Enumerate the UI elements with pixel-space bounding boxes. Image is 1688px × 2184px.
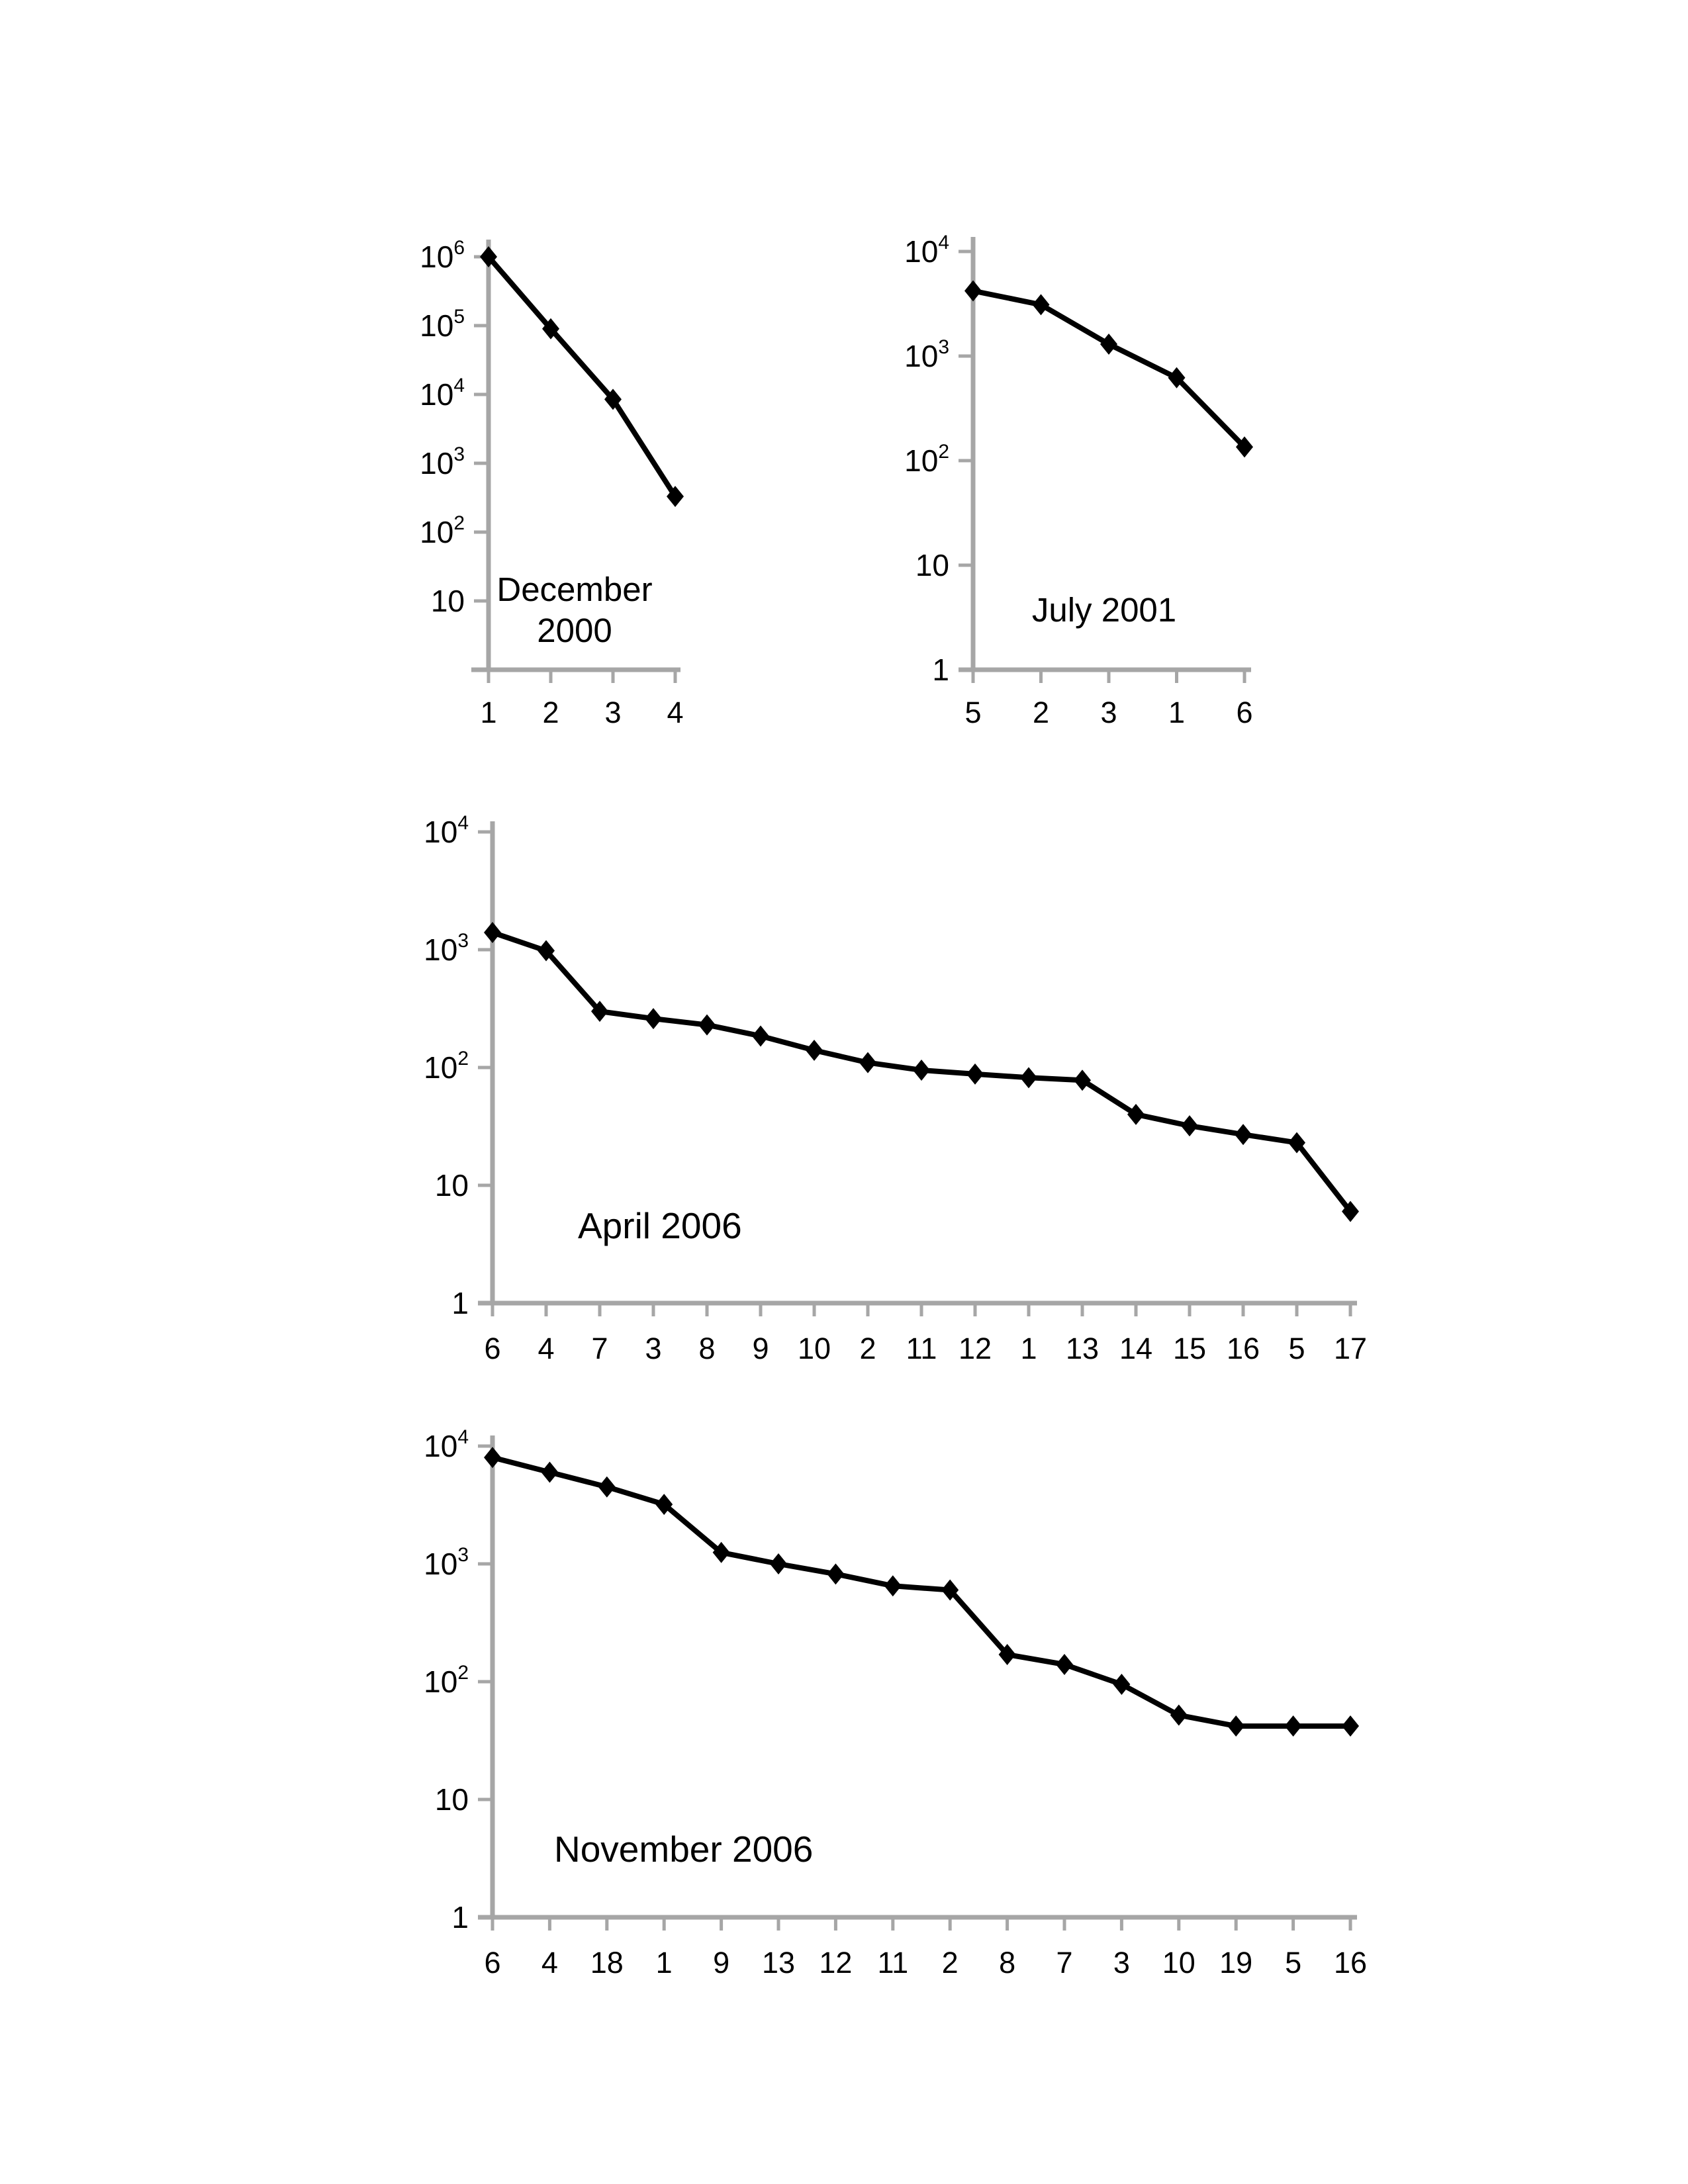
chart-title-april-2006: April 2006	[578, 1205, 742, 1246]
y-tick-label: $10^2$	[424, 1048, 469, 1085]
x-tick-label: 1	[480, 696, 497, 729]
x-tick-label: 1	[655, 1946, 673, 1979]
data-point	[1056, 1654, 1073, 1675]
data-point	[1181, 1115, 1198, 1136]
data-point	[966, 1064, 984, 1085]
chart-november-2006	[424, 1426, 1367, 1979]
y-tick-label: $10^2$	[904, 441, 949, 478]
data-point	[1227, 1715, 1244, 1737]
data-point	[541, 1461, 558, 1482]
chart-july-2001	[904, 232, 1253, 729]
chart-title-november-2006: November 2006	[554, 1829, 814, 1870]
data-point	[1100, 334, 1117, 355]
x-tick-label: 14	[1119, 1332, 1153, 1365]
y-tick-label: 1	[451, 1900, 469, 1934]
x-tick-label: 3	[645, 1332, 662, 1365]
x-tick-label: 2	[941, 1946, 959, 1979]
x-tick-label: 7	[591, 1332, 608, 1365]
x-tick-label: 16	[1333, 1946, 1368, 1979]
x-tick-label: 12	[819, 1946, 853, 1979]
y-tick-label: $10^4$	[904, 232, 949, 269]
x-tick-label: 6	[484, 1946, 501, 1979]
data-point	[1033, 294, 1050, 315]
y-tick-label: $10^2$	[420, 512, 465, 549]
y-tick-label: $10^4$	[420, 375, 465, 412]
data-point	[1074, 1069, 1091, 1091]
data-point	[598, 1477, 616, 1498]
x-tick-label: 19	[1219, 1946, 1253, 1979]
data-line	[973, 291, 1244, 447]
data-point	[645, 1008, 662, 1029]
x-tick-label: 5	[1285, 1946, 1302, 1979]
data-point	[1020, 1067, 1037, 1088]
chart-april-2006	[424, 812, 1367, 1365]
chart-title-july-2001: July 2001	[1031, 591, 1177, 629]
x-tick-label: 9	[713, 1946, 730, 1979]
data-point	[884, 1575, 902, 1596]
y-tick-label: 10	[434, 1782, 469, 1817]
x-tick-label: 11	[906, 1332, 937, 1365]
x-tick-label: 7	[1056, 1946, 1073, 1979]
x-tick-label: 10	[1162, 1946, 1196, 1979]
x-tick-label: 5	[1288, 1332, 1305, 1365]
x-tick-label: 18	[590, 1946, 624, 1979]
data-point	[484, 1447, 501, 1468]
x-tick-label: 13	[1065, 1332, 1100, 1365]
chart-title-december-2000	[496, 569, 652, 651]
y-tick-label: $10^5$	[420, 306, 465, 343]
x-tick-label: 16	[1226, 1332, 1260, 1365]
y-tick-label: 1	[451, 1286, 469, 1320]
x-tick-label: 12	[958, 1332, 992, 1365]
data-point	[1127, 1104, 1145, 1125]
x-tick-label: 17	[1333, 1332, 1368, 1365]
x-tick-label: 3	[604, 696, 622, 729]
data-line	[492, 1457, 1350, 1726]
data-point	[859, 1052, 876, 1073]
x-tick-label: 3	[1113, 1946, 1130, 1979]
x-tick-label: 2	[1032, 696, 1050, 729]
data-point	[964, 281, 982, 302]
data-point	[698, 1015, 716, 1036]
y-tick-label: 10	[430, 584, 465, 618]
x-tick-label: 2	[859, 1332, 876, 1365]
y-tick-label: $10^3$	[904, 336, 949, 373]
data-point	[1113, 1674, 1130, 1695]
x-tick-label: 4	[538, 1332, 555, 1365]
data-point	[913, 1060, 930, 1081]
title-line: December	[496, 570, 653, 608]
x-tick-label: 3	[1100, 696, 1117, 729]
x-tick-label: 4	[541, 1946, 558, 1979]
x-tick-label: 11	[877, 1946, 909, 1979]
y-tick-label: $10^3$	[424, 1544, 469, 1581]
data-point	[1342, 1715, 1359, 1737]
y-tick-label: $10^3$	[424, 930, 469, 967]
x-tick-label: 8	[698, 1332, 716, 1365]
y-tick-label: $10^4$	[424, 812, 469, 849]
y-tick-label: $10^6$	[420, 237, 465, 274]
x-tick-label: 6	[1236, 696, 1253, 729]
data-point	[827, 1563, 844, 1584]
title-line: 2000	[537, 612, 612, 649]
x-tick-label: 10	[797, 1332, 831, 1365]
y-tick-label: 1	[932, 653, 949, 687]
data-point	[484, 922, 501, 943]
y-tick-label: 10	[915, 548, 949, 582]
data-line	[489, 257, 675, 496]
x-tick-label: 8	[999, 1946, 1016, 1979]
x-tick-label: 6	[484, 1332, 501, 1365]
x-tick-label: 2	[542, 696, 559, 729]
x-tick-label: 9	[752, 1332, 769, 1365]
x-tick-label: 5	[964, 696, 982, 729]
y-tick-label: $10^2$	[424, 1662, 469, 1699]
y-tick-label: $10^3$	[420, 443, 465, 480]
x-tick-label: 1	[1020, 1332, 1037, 1365]
data-point	[770, 1553, 787, 1574]
data-point	[806, 1040, 823, 1061]
data-point	[752, 1025, 769, 1046]
data-point	[1235, 1124, 1252, 1145]
x-tick-label: 13	[761, 1946, 796, 1979]
x-tick-label: 15	[1172, 1332, 1207, 1365]
x-tick-label: 1	[1168, 696, 1186, 729]
y-tick-label: $10^4$	[424, 1426, 469, 1463]
data-point	[1170, 1705, 1188, 1726]
x-tick-label: 4	[667, 696, 684, 729]
y-tick-label: 10	[434, 1168, 469, 1203]
chart-december-2000	[420, 237, 684, 729]
data-point	[1285, 1715, 1302, 1737]
